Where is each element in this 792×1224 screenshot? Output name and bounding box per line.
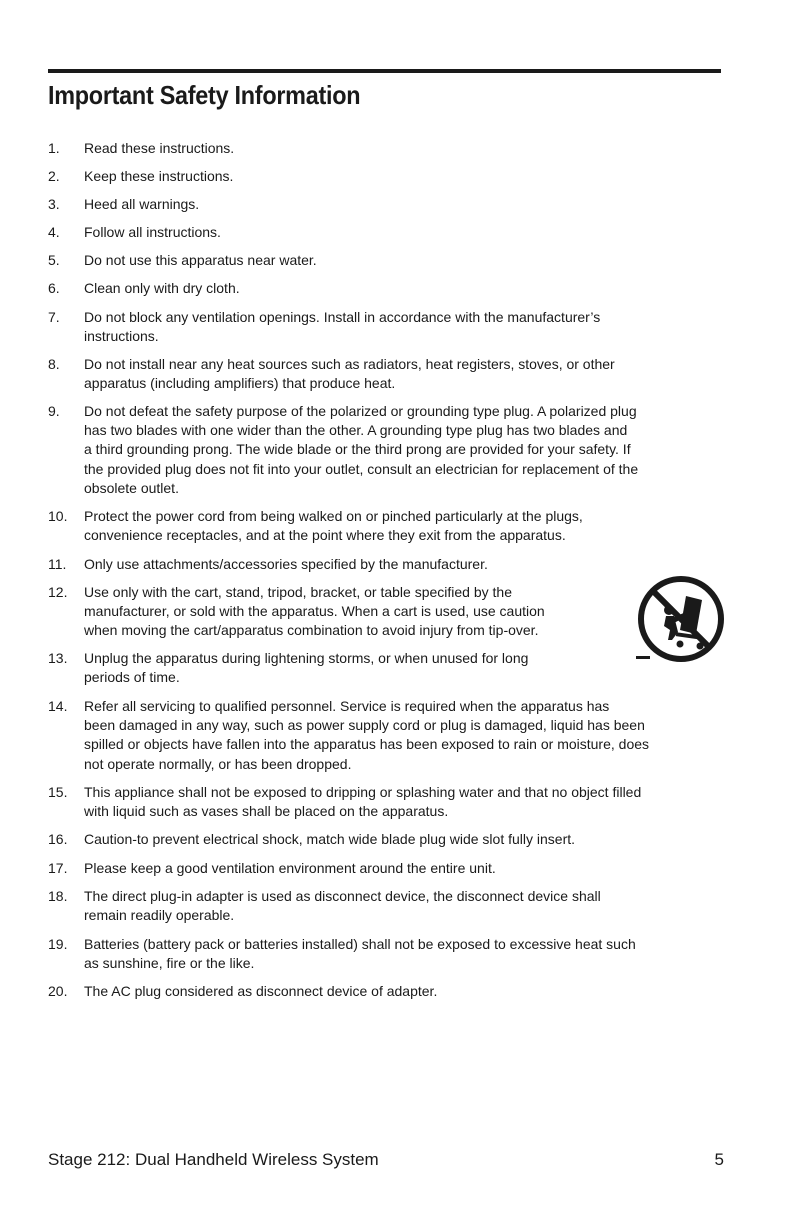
cart-tip-over-warning-icon xyxy=(636,574,726,664)
item-number: 8. xyxy=(48,356,60,372)
item-number: 9. xyxy=(48,403,60,419)
item-number: 5. xyxy=(48,252,60,268)
item-text: Only use attachments/accessories specified by the manufacturer. xyxy=(84,556,488,572)
item-text: Batteries (battery pack or batteries installed) shall not be exposed to excessive heat such as sunshine, fire or the like. xyxy=(84,936,636,972)
item-text: The direct plug-in adapter is used as disconnect device, the disconnect device shall remain readily operable. xyxy=(84,888,601,924)
footer-product-name: Stage 212: Dual Handheld Wireless System xyxy=(48,1150,379,1169)
item-text: Protect the power cord from being walked on or pinched particularly at the plugs, convenience receptacles, and at the point where they exit from the apparatus. xyxy=(84,508,583,544)
item-text: Keep these instructions. xyxy=(84,168,234,184)
item-text: Please keep a good ventilation environment around the entire unit. xyxy=(84,860,496,876)
item-number: 1. xyxy=(48,140,60,156)
item-number: 18. xyxy=(48,888,68,904)
item-text: Read these instructions. xyxy=(84,140,235,156)
page-title: Important Safety Information xyxy=(48,80,361,110)
item-number: 19. xyxy=(48,936,68,952)
item-text: Heed all warnings. xyxy=(84,196,200,212)
item-text: Clean only with dry cloth. xyxy=(84,280,240,296)
item-number: 20. xyxy=(48,983,68,999)
item-text: Refer all servicing to qualified personnel. Service is required when the apparatus has been damaged in any way, such as power supply cord or plug is damaged, liquid has been spilled or objects have fallen into the apparatus has been exposed to rain or moisture, does not operate normally, or has been dropped. xyxy=(84,698,650,772)
item-number: 4. xyxy=(48,224,60,240)
item-text: Do not block any ventilation openings. Install in accordance with the manufacturer’s instructions. xyxy=(84,309,601,345)
item-number: 3. xyxy=(48,196,60,212)
item-number: 10. xyxy=(48,508,68,524)
top-rule xyxy=(48,69,721,73)
item-number: 12. xyxy=(48,584,68,600)
item-text: This appliance shall not be exposed to dripping or splashing water and that no object filled with liquid such as vases shall be placed on the apparatus. xyxy=(84,784,642,820)
item-text: Follow all instructions. xyxy=(84,224,221,240)
item-text: Do not use this apparatus near water. xyxy=(84,252,317,268)
item-text: The AC plug considered as disconnect device of adapter. xyxy=(84,983,438,999)
item-text: Use only with the cart, stand, tripod, bracket, or table specified by the manufacturer, or sold with the apparatus. When a cart is used, use caution when moving the cart/apparatus combination to avoid injury from tip-over. xyxy=(84,584,545,639)
page-number: 5 xyxy=(714,1150,724,1169)
item-number: 7. xyxy=(48,309,60,325)
item-text: Do not install near any heat sources such as radiators, heat registers, stoves, or other apparatus (including amplifiers) that produce heat. xyxy=(84,356,615,392)
item-number: 2. xyxy=(48,168,60,184)
item-text: Do not defeat the safety purpose of the polarized or grounding type plug. A polarized plug has two blades with one wider than the other. A grounding type plug has two blades and a third grounding prong. The wide blade or the third prong are provided for your safety. If the provided plug does not fit into your outlet, consult an electrician for replacement of the obsolete outlet. xyxy=(84,403,639,496)
item-text: Caution-to prevent electrical shock, match wide blade plug wide slot fully insert. xyxy=(84,831,576,847)
item-number: 13. xyxy=(48,650,68,666)
item-number: 6. xyxy=(48,280,60,296)
item-number: 14. xyxy=(48,698,68,714)
item-number: 11. xyxy=(48,556,67,572)
item-number: 15. xyxy=(48,784,68,800)
item-number: 17. xyxy=(48,860,68,876)
item-number: 16. xyxy=(48,831,68,847)
item-text: Unplug the apparatus during lightening storms, or when unused for long periods of time. xyxy=(84,650,529,686)
